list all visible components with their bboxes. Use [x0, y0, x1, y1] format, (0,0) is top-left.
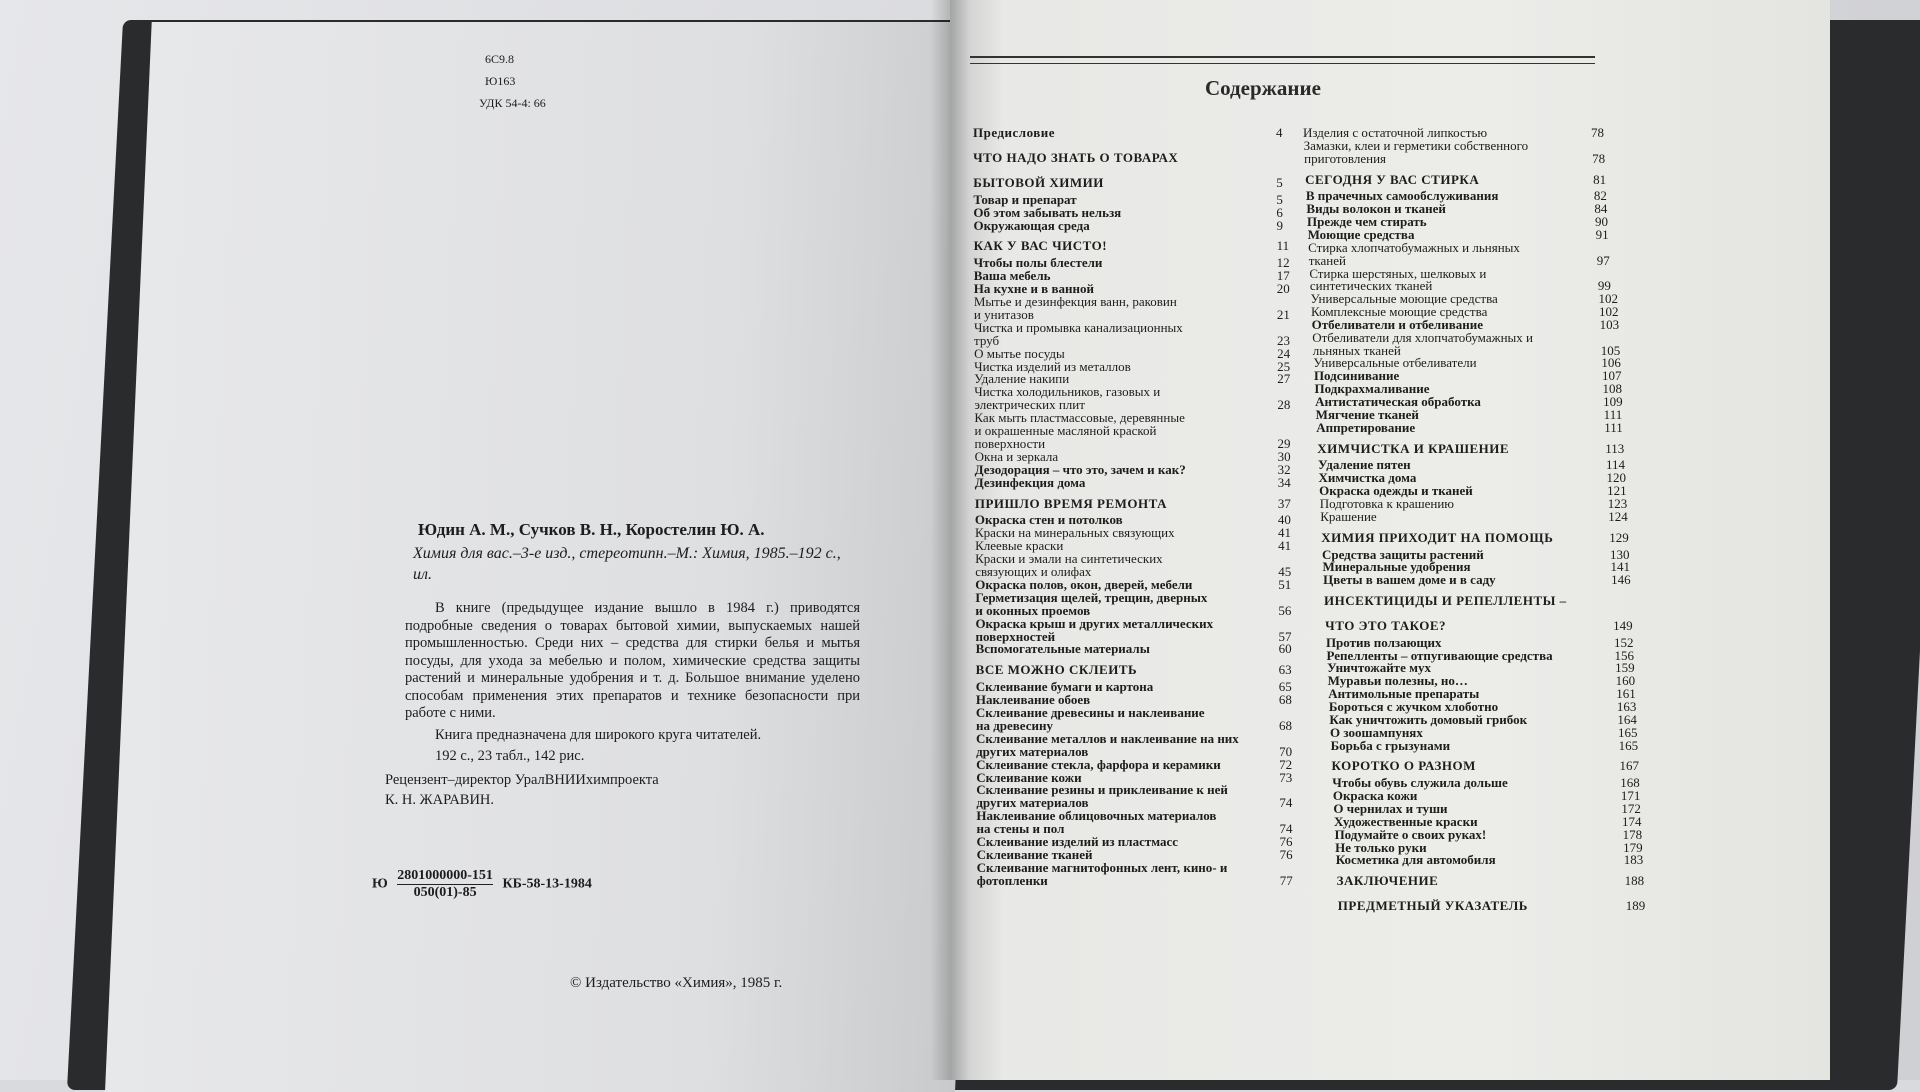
- toc-entry-title: Цветы в вашем доме и в саду: [1323, 572, 1496, 588]
- isbn-fraction: [397, 868, 493, 901]
- toc-entry-title: Чистка изделий из металлов: [974, 358, 1131, 374]
- catalog-number: [372, 868, 592, 901]
- toc-entry-page: 146: [1611, 572, 1631, 588]
- toc-entry-title: Окраска кожи: [1332, 788, 1418, 804]
- toc-entry-page: 156: [1614, 647, 1635, 663]
- toc-entry-title: Подкрахмаливание: [1314, 381, 1430, 397]
- toc-entry-title: Ваша мебель: [973, 268, 1051, 284]
- toc-entry-title: Подготовка к крашению: [1319, 495, 1454, 511]
- toc-entry-title: Замазки, клеи и герметики собственного: [1303, 137, 1529, 153]
- catalog-code: Ю163: [485, 74, 516, 88]
- toc-entry-page: 57: [1278, 628, 1292, 644]
- toc-entry-title: Об этом забывать нельзя: [973, 204, 1122, 220]
- toc-entry-page: 9: [1276, 217, 1283, 233]
- toc-section: [1337, 898, 1646, 914]
- toc-entry-page: 32: [1277, 461, 1291, 477]
- toc-entry-page: 34: [1277, 474, 1291, 490]
- toc-entry-title: ЧТО НАДО ЗНАТЬ О ТОВАРАХ: [973, 149, 1179, 165]
- toc-entry-page: 113: [1605, 440, 1625, 456]
- toc-entry-title: Уничтожайте мух: [1327, 660, 1431, 676]
- toc-entry-page: 78: [1592, 150, 1606, 166]
- toc-entry-title: О чернилах и туши: [1333, 800, 1448, 816]
- toc-entry-title: Отбеливатели для хлопчатобумажных и: [1312, 329, 1533, 345]
- toc-section: [973, 238, 1290, 254]
- toc-entry-title: Бороться с жучком хлоботно: [1328, 699, 1499, 714]
- toc-entry-title: Чтобы полы блестели: [973, 255, 1103, 271]
- toc-entry-title: на стены и пол: [976, 821, 1065, 837]
- toc-entry-title: Муравьи полезны, но…: [1327, 673, 1468, 689]
- toc-entry-title: Окраска полов, окон, дверей, мебели: [975, 576, 1193, 592]
- toc-entry: [973, 217, 1283, 234]
- book-gutter: [930, 0, 970, 1080]
- toc-entry-page: 103: [1599, 316, 1620, 332]
- toc-entry-title: Товар и препарат: [973, 191, 1077, 207]
- toc-entry-page: 76: [1279, 846, 1293, 862]
- toc-entry-title: Как уничтожить домовый грибок: [1329, 711, 1528, 727]
- toc-entry-page: 114: [1605, 457, 1625, 473]
- toc-entry-page: 111: [1604, 419, 1623, 435]
- toc-entry-title: ЧТО ЭТО ТАКОЕ?: [1325, 617, 1447, 633]
- toc-entry-title: Окраска одежды и тканей: [1319, 483, 1473, 499]
- toc-entry-page: 76: [1279, 834, 1293, 849]
- toc-entry-title: Минеральные удобрения: [1322, 559, 1471, 575]
- toc-entry-title: Наклеивание обоев: [975, 692, 1091, 708]
- toc-entry-title: Против ползающих: [1325, 634, 1442, 650]
- toc-entry-title: Склеивание изделий из пластмасс: [976, 834, 1179, 849]
- toc-entry-title: ХИМИЯ ПРИХОДИТ НА ПОМОЩЬ: [1321, 529, 1554, 545]
- udk-code: УДК 54-4: 66: [479, 96, 546, 110]
- toc-entry-title: и окрашенные масляной краской: [974, 423, 1157, 438]
- toc-entry-page: 65: [1278, 679, 1292, 695]
- toc-entry-title: Антимольные препараты: [1328, 686, 1480, 702]
- toc-entry-page: 73: [1279, 769, 1293, 785]
- abstract-paragraph: Книга предназначена для широкого круга читателей.: [435, 726, 762, 743]
- toc-entry-title: Антистатическая обработка: [1315, 394, 1481, 409]
- toc-entry-page: 78: [1591, 125, 1604, 140]
- toc-entry-page: 179: [1623, 839, 1643, 855]
- toc-entry-page: 178: [1622, 826, 1643, 842]
- toc-entry-title: Предисловие: [973, 125, 1056, 140]
- toc-entry-page: 23: [1277, 332, 1291, 348]
- toc-entry: [1304, 150, 1606, 167]
- toc-entry-title: льняных тканей: [1312, 342, 1401, 358]
- toc-entry-page: 167: [1619, 758, 1639, 774]
- toc-entry-title: Краски на минеральных связующих: [975, 525, 1175, 541]
- toc-entry-page: 5: [1276, 174, 1283, 190]
- toc-entry: [1316, 419, 1623, 436]
- toc-entry-page: 68: [1278, 692, 1292, 708]
- toc-entry-title: фотопленки: [976, 872, 1048, 888]
- toc-entry-title: Изделия с остаточной липкостью: [1303, 125, 1488, 140]
- toc-entry: [976, 872, 1293, 889]
- toc-entry-title: Склеивание металлов и наклеивание на них: [976, 730, 1239, 746]
- toc-entry-page: 45: [1278, 564, 1292, 579]
- toc-entry-page: 51: [1278, 576, 1292, 592]
- toc-entry-title: Как мыть пластмассовые, деревянные: [974, 410, 1185, 426]
- toc-entry-page: 161: [1616, 686, 1636, 702]
- toc-entry-page: 74: [1279, 821, 1293, 837]
- toc-entry-page: 56: [1278, 602, 1292, 618]
- toc-entry-page: 29: [1277, 435, 1291, 451]
- toc-entry-page: 97: [1596, 252, 1610, 268]
- toc-entry-title: синтетических тканей: [1309, 278, 1433, 294]
- toc-entry-title: Косметика для автомобиля: [1335, 852, 1496, 868]
- bbk-code: 6С9.8: [485, 52, 515, 66]
- toc-entry-page: 81: [1593, 171, 1607, 187]
- toc-entry-title: Мытье и дезинфекция ванн, раковин: [973, 294, 1177, 309]
- toc-entry-title: Краски и эмали на синтетических: [975, 551, 1163, 567]
- toc-entry-page: 37: [1277, 495, 1291, 511]
- toc-entry-title: Герметизация щелей, трещин, дверных: [975, 589, 1208, 605]
- toc-entry-title: Подсинивание: [1313, 368, 1400, 384]
- toc-title: Содержание: [1205, 76, 1321, 100]
- toc-entry-title: Репелленты – отпугивающие средства: [1326, 647, 1553, 663]
- toc-entry-page: 28: [1277, 397, 1291, 413]
- toc-entry-title: Склеивание древесины и наклеивание: [975, 705, 1205, 720]
- toc-entry-page: 141: [1610, 559, 1631, 575]
- authors: Юдин А. М., Сучков В. Н., Коростелин Ю. А.: [418, 520, 765, 539]
- toc-entry-page: 152: [1613, 634, 1634, 650]
- toc-section: [1305, 171, 1607, 188]
- toc-entry-page: 124: [1608, 508, 1628, 524]
- toc-entry-page: 63: [1278, 662, 1292, 678]
- classification-codes: [479, 48, 546, 114]
- bibliographic-record: Химия для вас.–3-е изд., стереотипн.–М.: Химия, 1985.–192 с., ил.: [413, 545, 841, 583]
- toc-entry-title: Химчистка дома: [1318, 470, 1417, 486]
- toc-entry-page: 30: [1277, 448, 1291, 464]
- toc-entry-page: 74: [1279, 795, 1293, 811]
- toc-entry-title: Не только руки: [1335, 839, 1427, 855]
- toc-entry-title: труб: [974, 332, 1000, 348]
- toc-entry: [975, 641, 1292, 657]
- toc-entry-page: 168: [1620, 775, 1640, 791]
- toc-entry-page: 21: [1276, 306, 1290, 322]
- toc-entry-page: 4: [1276, 125, 1283, 140]
- toc-entry-title: и оконных проемов: [975, 602, 1091, 618]
- toc-section: [1321, 529, 1629, 546]
- toc-entry-page: 105: [1600, 342, 1621, 358]
- toc-entry-title: Окружающая среда: [973, 217, 1090, 233]
- toc-entry-page: 174: [1621, 813, 1642, 829]
- toc-entry-page: 129: [1609, 529, 1629, 545]
- toc-entry-page: 11: [1276, 238, 1290, 254]
- isbn-prefix: Ю: [372, 876, 388, 892]
- toc-entry-title: Моющие средства: [1307, 226, 1415, 242]
- toc-entry-title: ПРИШЛО ВРЕМЯ РЕМОНТА: [974, 495, 1168, 511]
- toc-entry-page: 106: [1601, 355, 1621, 371]
- toc-entry-page: 165: [1617, 724, 1638, 740]
- toc-entry-page: 172: [1621, 800, 1641, 816]
- toc-section: [975, 662, 1292, 678]
- toc-entry-title: электрических плит: [974, 397, 1085, 413]
- toc-entry-title: Виды волокон и тканей: [1306, 201, 1446, 217]
- toc-entry-page: 188: [1624, 873, 1645, 889]
- toc-entry-page: 108: [1602, 381, 1623, 397]
- toc-entry: [1330, 737, 1639, 754]
- toc-entry-page: 171: [1620, 788, 1641, 804]
- toc-entry-title: О зоошампунях: [1329, 724, 1423, 740]
- toc-entry-title: тканей: [1308, 252, 1346, 268]
- toc-section: [973, 125, 1283, 141]
- toc-entry-title: Комплексные моющие средства: [1311, 304, 1488, 320]
- toc-entry: [1323, 572, 1631, 588]
- toc-section: [1325, 617, 1633, 634]
- toc-entry-title: Склеивание кожи: [976, 769, 1082, 785]
- toc-entry-page: 189: [1625, 898, 1646, 914]
- toc-entry-title: Наклеивание облицовочных материалов: [976, 808, 1217, 824]
- toc-entry-title: Клеевые краски: [975, 538, 1064, 554]
- toc-entry-page: 165: [1618, 737, 1639, 753]
- toc-entry-title: Подумайте о своих руках!: [1334, 826, 1487, 842]
- toc-entry-title: СЕГОДНЯ У ВАС СТИРКА: [1305, 171, 1480, 187]
- toc-entry-title: на древесину: [975, 717, 1053, 733]
- toc-entry-title: На кухне и в ванной: [973, 281, 1094, 297]
- toc-entry-page: 130: [1609, 546, 1630, 562]
- toc-entry-page: 159: [1615, 660, 1635, 676]
- isbn-suffix: КБ-58-13-1984: [502, 876, 592, 892]
- toc-entry-title: Универсальные моющие средства: [1310, 291, 1498, 307]
- toc-entry-page: 72: [1279, 756, 1293, 772]
- toc-entry-page: 102: [1599, 304, 1619, 320]
- toc-entry-page: 41: [1278, 525, 1291, 541]
- toc-entry-page: 27: [1277, 371, 1291, 387]
- toc-entry-page: 107: [1601, 368, 1622, 384]
- toc-entry-title: В прачечных самообслуживания: [1305, 188, 1499, 204]
- toc-entry-title: Окраска крыш и других металлических: [975, 615, 1214, 631]
- toc-entry-page: 70: [1279, 743, 1293, 759]
- toc-entry-title: поверхностей: [975, 628, 1056, 644]
- toc-entry: [1335, 852, 1644, 868]
- toc-entry-page: 17: [1276, 268, 1290, 284]
- toc-entry-page: 77: [1279, 872, 1293, 888]
- copyright: © Издательство «Химия», 1985 г.: [570, 975, 783, 991]
- toc-entry-title: ХИМЧИСТКА И КРАШЕНИЕ: [1317, 440, 1510, 456]
- abstract-paragraph: 192 с., 23 табл., 142 рис.: [435, 748, 585, 764]
- toc-entry-title: других материалов: [976, 743, 1089, 759]
- toc-entry-page: 90: [1595, 214, 1608, 230]
- toc-entry-page: 149: [1613, 617, 1633, 633]
- toc-entry-page: 91: [1595, 226, 1609, 242]
- toc-entry-title: Крашение: [1320, 508, 1377, 524]
- toc-entry-title: Стирка хлопчатобумажных и льняных: [1308, 239, 1520, 255]
- toc-section: [973, 174, 1283, 191]
- toc-entry-page: 84: [1594, 201, 1608, 217]
- toc-entry-page: 68: [1278, 717, 1292, 733]
- toc-entry-title: Чистка и промывка канализационных: [973, 319, 1183, 335]
- toc-entry-title: связующих и олифах: [975, 564, 1092, 579]
- toc-entry-title: Отбеливатели и отбеливание: [1311, 316, 1483, 332]
- toc-entry-page: 123: [1607, 495, 1628, 511]
- toc-entry-page: 99: [1597, 278, 1611, 294]
- toc-entry-title: Чтобы обувь служила дольше: [1332, 775, 1508, 791]
- toc-entry-title: Стирка шерстяных, шелковых и: [1309, 265, 1487, 281]
- toc-entry-page: 60: [1278, 641, 1292, 657]
- toc-entry-page: 24: [1277, 345, 1291, 361]
- toc-entry-title: Дезинфекция дома: [974, 474, 1086, 490]
- toc-entry-page: 5: [1276, 191, 1283, 207]
- toc-section: [974, 495, 1291, 512]
- toc-entry-title: БЫТОВОЙ ХИМИИ: [973, 174, 1104, 190]
- toc-entry-title: Мягчение тканей: [1315, 406, 1419, 422]
- reviewer-title: Рецензент–директор УралВНИИхимпроекта: [385, 772, 659, 788]
- toc-entry-title: приготовления: [1304, 150, 1387, 166]
- toc-entry-page: 120: [1606, 470, 1627, 486]
- toc-entry-page: 121: [1607, 483, 1627, 499]
- toc-entry-title: Окна и зеркала: [974, 448, 1059, 464]
- toc-entry-title: Аппретирование: [1316, 419, 1416, 435]
- toc-entry-page: 12: [1276, 255, 1290, 271]
- toc-entry-title: ИНСЕКТИЦИДЫ И РЕПЕЛЛЕНТЫ –: [1324, 593, 1567, 609]
- toc-entry-page: 82: [1593, 188, 1607, 204]
- toc-entry-page: 111: [1603, 406, 1623, 422]
- toc-entry-title: ЗАКЛЮЧЕНИЕ: [1336, 873, 1439, 889]
- toc-entry-title: Склеивание тканей: [976, 846, 1093, 862]
- toc-entry-title: Дезодорация – что это, зачем и как?: [974, 461, 1186, 477]
- abstract: [405, 600, 860, 770]
- toc-entry-page: 40: [1277, 512, 1291, 528]
- top-rule-thin: [970, 63, 1595, 64]
- toc-section: [973, 150, 1178, 166]
- toc-entry-title: Универсальные отбеливатели: [1313, 355, 1477, 371]
- toc-entry-title: Окраска стен и потолков: [974, 512, 1123, 528]
- toc-entry-page: 25: [1277, 358, 1291, 374]
- toc-entry-title: О мытье посуды: [974, 345, 1065, 361]
- isbn-bottom: 050(01)-85: [413, 885, 477, 900]
- toc-section: [1336, 873, 1645, 889]
- toc-entry-page: 163: [1616, 699, 1637, 714]
- toc-entry-title: Средства защиты растений: [1321, 546, 1484, 562]
- toc-entry-title: Прежде чем стирать: [1307, 214, 1427, 230]
- toc-entry-page: 102: [1598, 291, 1618, 307]
- toc-section: [1324, 593, 1567, 609]
- toc-entry-title: Борьба с грызунами: [1330, 737, 1451, 753]
- toc-entry-page: 109: [1603, 394, 1623, 409]
- toc-entry-page: 20: [1276, 281, 1290, 297]
- toc-entry-title: Склеивание стекла, фарфора и керамики: [976, 756, 1221, 772]
- toc-entry-page: 164: [1617, 711, 1637, 727]
- top-rule: [970, 56, 1595, 58]
- toc-entry-title: Склеивание бумаги и картона: [975, 679, 1154, 695]
- reviewer-name: К. Н. ЖАРАВИН.: [385, 792, 495, 808]
- toc-entry: [974, 320, 1183, 336]
- toc-entry-title: ВСЕ МОЖНО СКЛЕИТЬ: [975, 662, 1138, 678]
- toc-entry-title: и унитазов: [973, 306, 1034, 322]
- toc-section: [1331, 758, 1639, 774]
- reviewer: [385, 770, 659, 810]
- toc-entry-title: КАК У ВАС ЧИСТО!: [973, 238, 1108, 254]
- toc-entry-page: 41: [1278, 538, 1292, 554]
- toc-entry-title: ПРЕДМЕТНЫЙ УКАЗАТЕЛЬ: [1337, 898, 1528, 914]
- toc-entry-title: Удаление пятен: [1317, 457, 1411, 473]
- toc-section: [1317, 440, 1625, 457]
- toc-entry-page: 6: [1276, 204, 1283, 220]
- toc-entry-page: 160: [1615, 673, 1636, 689]
- toc-entry-title: других материалов: [976, 795, 1089, 811]
- toc-entry-title: Вспомогательные материалы: [975, 641, 1150, 657]
- isbn-top: 2801000000-151: [397, 868, 493, 883]
- toc-entry-title: Склеивание магнитофонных лент, кино- и: [976, 859, 1228, 875]
- toc-entry-title: Удаление накипи: [974, 371, 1070, 387]
- toc-entry-title: Чистка холодильников, газовых и: [974, 384, 1161, 400]
- toc-entry-title: поверхности: [974, 435, 1046, 451]
- toc-entry-title: Склеивание резины и приклеивание к ней: [976, 782, 1228, 798]
- toc-entry: [1320, 508, 1628, 525]
- abstract-paragraph: В книге (предыдущее издание вышло в 1984 г.) приводятся подробные сведения о товарах бытовой химии, выпускаемых нашей промышленностью. Среди них – средства для стирки белья и мытья посуды, для ухода за мебелью и полом, химические средства защиты растений и минеральные удобрения и т. д. Большое внимание уделено способам применения этих препаратов и технике безопасности при работе с ними.: [405, 600, 860, 721]
- toc-entry-title: КОРОТКО О РАЗНОМ: [1331, 758, 1476, 774]
- toc-entry-page: 183: [1623, 852, 1644, 868]
- toc-entry: [974, 474, 1291, 491]
- toc-entry-title: Художественные краски: [1333, 813, 1478, 829]
